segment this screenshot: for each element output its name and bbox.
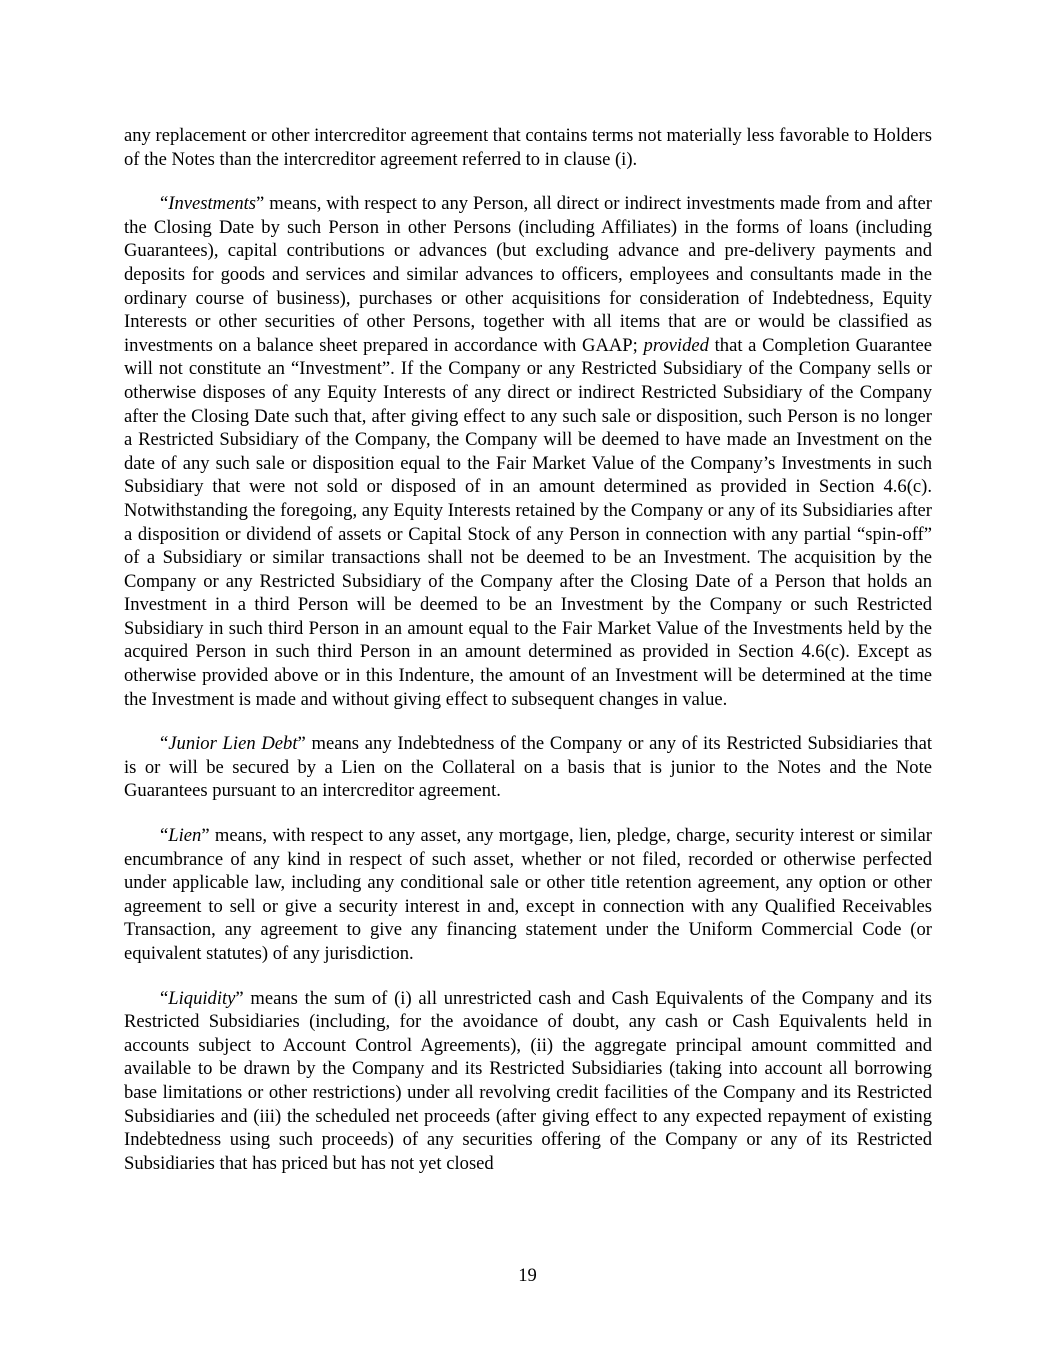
definition-liquidity [124,987,932,1176]
definition-text: ” means the sum of (i) all unrestricted cash and Cash Equivalents of the Company and its Restricted Subsidiaries (including, for the avoidance of doubt, any cash or Cash Equivalents held in accounts subject to Account Control Agreements), (ii) the aggregate principal amount committed and available to be drawn by the Company and its Restricted Subsidiaries (taking into account all borrowing base limitations or other restrictions) under all revolving credit facilities of the Company and its Restricted Subsidiaries and (iii) the scheduled net proceeds (after giving effect to any expected repayment of existing Indebtedness using such proceeds) of any securities offering of the Company or any of its Restricted Subsidiaries that has priced but has not yet closed [124,987,932,1174]
open-quote: “ [160,825,169,847]
italic-word: provided [643,334,709,356]
definition-text: ” means, with respect to any Person, all direct or indirect investments made from and after the Closing Date by such Person in other Persons (including Affiliates) in the forms of loans (including Guarantees), capital contributions or advances (but excluding advance and pre-delivery payments and deposits for goods and services and similar advances to officers, employees and consultants made in the ordinary course of business), purchases or other acquisitions for consideration of Indebtedness, Equity Interests or other securities of other Persons, together with all items that are or would be classified as investments on a balance sheet prepared in accordance with GAAP; [124,193,932,356]
document-page [124,124,932,1175]
defined-term: Lien [168,825,202,847]
defined-term: Junior Lien Debt [168,733,298,755]
text-run: any replacement or other intercreditor agreement that contains terms not materially less favorable to Holders of the Notes than the intercreditor agreement referred to in clause (i). [124,125,932,170]
continuation-paragraph [124,124,932,171]
defined-term: Liquidity [168,987,236,1009]
definition-text: ” means, with respect to any asset, any mortgage, lien, pledge, charge, security interest or similar encumbrance of any kind in respect of such asset, whether or not filed, recorded or otherwise perfected under applicable law, including any conditional sale or other title retention agreement, any option or other agreement to sell or give a security interest in and, except in connection with any Qualified Receivables Transaction, any agreement to give any financing statement under the Uniform Commercial Code (or equivalent statutes) of any jurisdiction. [124,825,932,964]
definition-text: ” means any Indebtedness of the Company or any of its Restricted Subsidiaries that is or will be secured by a Lien on the Collateral on a basis that is junior to the Notes and the Note Guarantees pursuant to an intercreditor agreement. [124,733,932,802]
definition-text: that a Completion Guarantee will not constitute an “Investment”. If the Company or any Restricted Subsidiary of the Company sells or otherwise disposes of any Equity Interests of any direct or indirect Restricted Subsidiary of the Company after the Closing Date such that, after giving effect to any such sale or disposition, such Person is no longer a Restricted Subsidiary of the Company, the Company will be deemed to have made an Investment on the date of any such sale or disposition equal to the Fair Market Value of the Company’s Investments in such Subsidiary that were not sold or disposed of in an amount determined as provided in Section 4.6(c). Notwithstanding the foregoing, any Equity Interests retained by the Company or any of its Subsidiaries after a disposition or dividend of assets or Capital Stock of any Person in connection with any partial “spin-off” of a Subsidiary or similar transactions shall not be deemed to be an Investment. The acquisition by the Company or any Restricted Subsidiary of the Company after the Closing Date of a Person that holds an Investment in a third Person will be deemed to be an Investment by the Company or such Restricted Subsidiary in such third Person in an amount equal to the Fair Market Value of the Investments held by the acquired Person in such third Person in an amount determined as provided in Section 4.6(c). Except as otherwise provided above or in this Indenture, the amount of an Investment will be determined at the time the Investment is made and without giving effect to subsequent changes in value. [124,334,933,710]
open-quote: “ [160,193,169,215]
defined-term: Investments [168,193,257,215]
definition-junior-lien-debt [124,732,932,803]
definition-investments [124,192,932,711]
open-quote: “ [160,733,169,755]
open-quote: “ [160,987,169,1009]
page-number: 19 [518,1265,537,1286]
definition-lien [124,824,932,966]
